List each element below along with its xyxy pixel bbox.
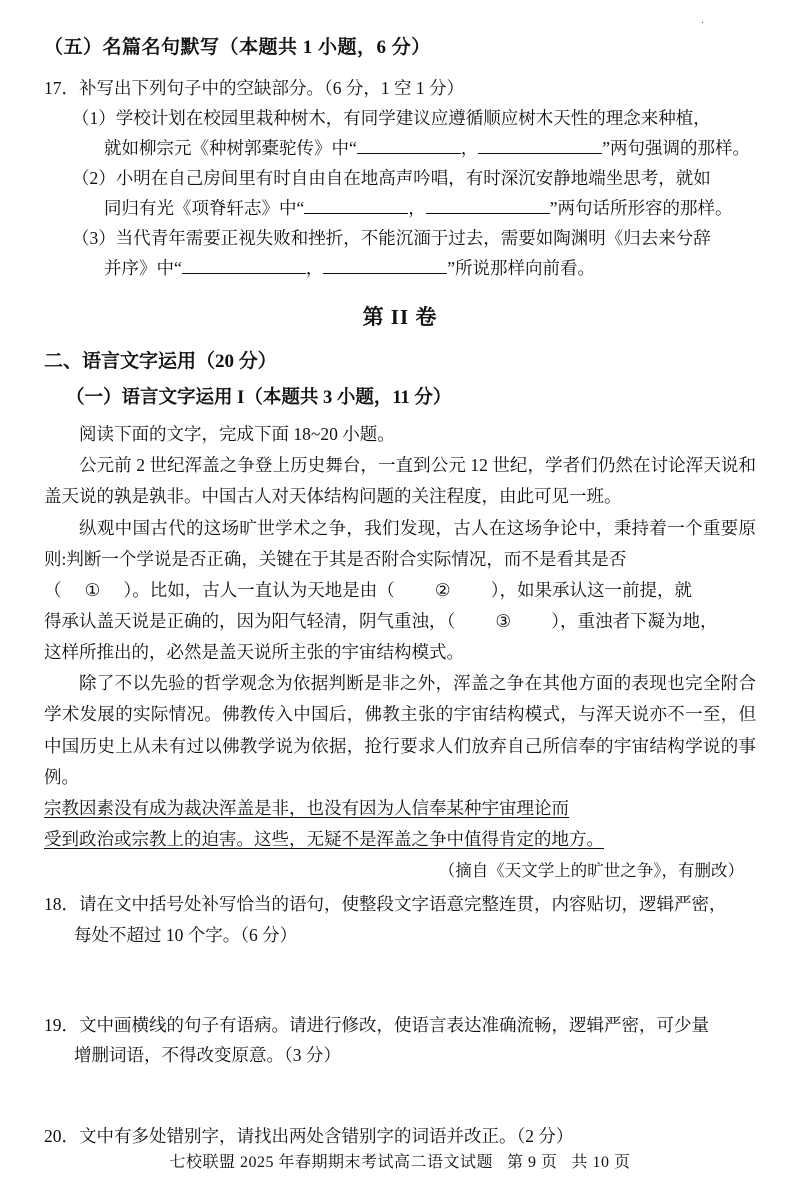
underlined-sentence-part-2: 受到政治或宗教上的迫害。这些，无疑不是浑盖之争中值得肯定的地方。 [44, 828, 604, 849]
answer-space-18[interactable] [44, 950, 756, 1006]
question-19-line1: 文中画横线的句子有语病。请进行修改，使语言表达准确流畅，逻辑严密，可少量 [79, 1014, 709, 1035]
passage-paragraph-2 [44, 513, 756, 575]
fill-blank-1[interactable]: ① [84, 579, 101, 600]
fill-line3: 得承认盖天说是正确的，因为阳气轻清，阴气重浊，（ [44, 610, 456, 631]
item-1-line1: 学校计划在校园里栽种树木，有同学建议应遵循顺应树木天性的理念来种植， [115, 107, 711, 128]
question-18-line1: 请在文中括号处补写恰当的语句，使整段文字语意完整连贯，内容贴切，逻辑严密， [79, 894, 727, 915]
footer-page-current: 第 9 页 [506, 1154, 558, 1171]
passage-paragraph-3 [44, 668, 756, 793]
answer-blank[interactable] [478, 136, 602, 154]
passage-paragraph-2-text: 纵观中国古代的这场旷世学术之争，我们发现，古人在这场争论中，秉持着一个重要原则:判断一个学说是否正确，关键在于其是否附合实际情况，而不是看其是否 [44, 517, 756, 569]
item-3-comma: ， [305, 258, 324, 279]
footer-page-total: 共 10 页 [571, 1154, 631, 1171]
question-17-item-1 [72, 103, 756, 163]
item-1-line2-pre: 就如柳宗元《种树郭橐驼传》中“ [104, 137, 357, 158]
item-3-line2-post: ”所说那样向前看。 [447, 258, 596, 279]
page-footer [0, 1149, 800, 1172]
question-17-item-3 [72, 223, 756, 283]
item-2-comma: ， [408, 197, 426, 218]
item-3-line2 [104, 253, 756, 283]
answer-blank[interactable] [357, 136, 461, 154]
question-18-num: 18． [44, 894, 79, 915]
passage-source: （摘自《天文学上的旷世之争》，有删改） [438, 861, 744, 881]
fill-mid-text: ）。比如，古人一直认为天地是由（ [123, 579, 395, 600]
item-1-comma: ， [460, 137, 479, 158]
passage-paragraph-2-line3 [44, 606, 756, 637]
answer-space-19[interactable] [44, 1071, 756, 1117]
fill-blank-3[interactable]: ③ [495, 610, 512, 631]
question-20 [44, 1121, 756, 1151]
answer-blank[interactable] [426, 196, 550, 214]
item-3-label: （3） [72, 227, 116, 248]
answer-blank[interactable] [304, 196, 408, 214]
question-19 [44, 1010, 756, 1071]
question-17-stem: 17．补写出下列句子中的空缺部分。（6 分，1 空 1 分） [44, 77, 464, 98]
question-20-num: 20． [44, 1125, 79, 1146]
passage-underlined-1 [44, 793, 756, 824]
question-19-line2: 增删词语，不得改变原意。（3 分） [74, 1045, 341, 1066]
section-two-subtitle: （一）语言文字运用 I（本题共 3 小题，11 分） [66, 387, 452, 408]
item-1-label: （1） [72, 107, 116, 128]
page-top-mark: . [701, 14, 704, 26]
item-2-line2-post: ”两句话所形容的那样。 [549, 197, 733, 218]
item-1-line2 [104, 133, 756, 163]
passage-paragraph-3-text: 除了不以先验的哲学观念为依据判断是非之外，浑盖之争在其他方面的表现也完全附合学术发展的实际情况。佛教传入中国后，佛教主张的宇宙结构模式，与浑天说亦不一至，但中国历史上从未有过以佛教学说为依据，抢行要求人们放弃自己所信奉的宇宙结构学说的事例。 [44, 673, 756, 787]
question-17 [44, 73, 756, 284]
question-18 [44, 889, 756, 950]
passage-paragraph-1: 公元前 2 世纪浑盖之争登上历史舞台，一直到公元 12 世纪，学者们仍然在讨论浑天说和盖天说的孰是孰非。中国古人对天体结构问题的关注程度，由此可见一班。 [44, 455, 756, 507]
item-3-line2-pre: 并序》中“ [104, 258, 182, 279]
item-2-label: （2） [72, 167, 116, 188]
passage-paragraph-2-fill: （ ① ）。比如，古人一直认为天地是由（ ② ），如果承认这一前提，就 [44, 575, 756, 606]
reading-instruction: 阅读下面的文字，完成下面 18~20 小题。 [79, 424, 395, 445]
item-2-line2-pre: 同归有光《项脊轩志》中“ [104, 197, 305, 218]
section-two-title: 二、语言文字运用（20 分） [44, 351, 277, 373]
section-five-title: （五）名篇名句默写（本题共 1 小题，6 分） [44, 37, 431, 58]
paper-part-two-title: 第 II 卷 [362, 305, 438, 330]
answer-blank[interactable] [182, 256, 306, 274]
answer-blank[interactable] [323, 256, 447, 274]
passage-underlined-2 [44, 824, 756, 855]
question-18-line2: 每处不超过 10 个字。（6 分） [74, 924, 298, 945]
item-1-line2-post: ”两句强调的那样。 [602, 137, 751, 158]
question-20-line1: 文中有多处错别字，请找出两处含错别字的词语并改正。（2 分） [79, 1125, 574, 1146]
item-2-line1: 小明在自己房间里有时自由自在地高声吟唱，有时深沉安静地端坐思考，就如 [115, 167, 711, 188]
item-2-line2 [104, 193, 756, 223]
footer-exam-name: 七校联盟 2025 年春期期末考试高二语文试题 [169, 1154, 493, 1171]
page-content [44, 34, 756, 1151]
fill-after-2: ），如果承认这一前提，就 [490, 579, 692, 600]
question-19-num: 19． [44, 1014, 79, 1035]
underlined-sentence-part-1: 宗教因素没有成为裁决浑盖是非，也没有因为人信奉某种宇宙理论而 [44, 797, 569, 818]
fill-blank-2[interactable]: ② [434, 579, 451, 600]
passage-paragraph-2-line4: 这样所推出的，必然是盖天说所主张的宇宙结构模式。 [44, 642, 464, 663]
question-17-item-2 [72, 163, 756, 223]
fill-after-3: ），重浊者下凝为地， [551, 610, 718, 631]
item-3-line1: 当代青年需要正视失败和挫折，不能沉湎于过去，需要如陶渊明《归去来兮辞 [115, 227, 711, 248]
